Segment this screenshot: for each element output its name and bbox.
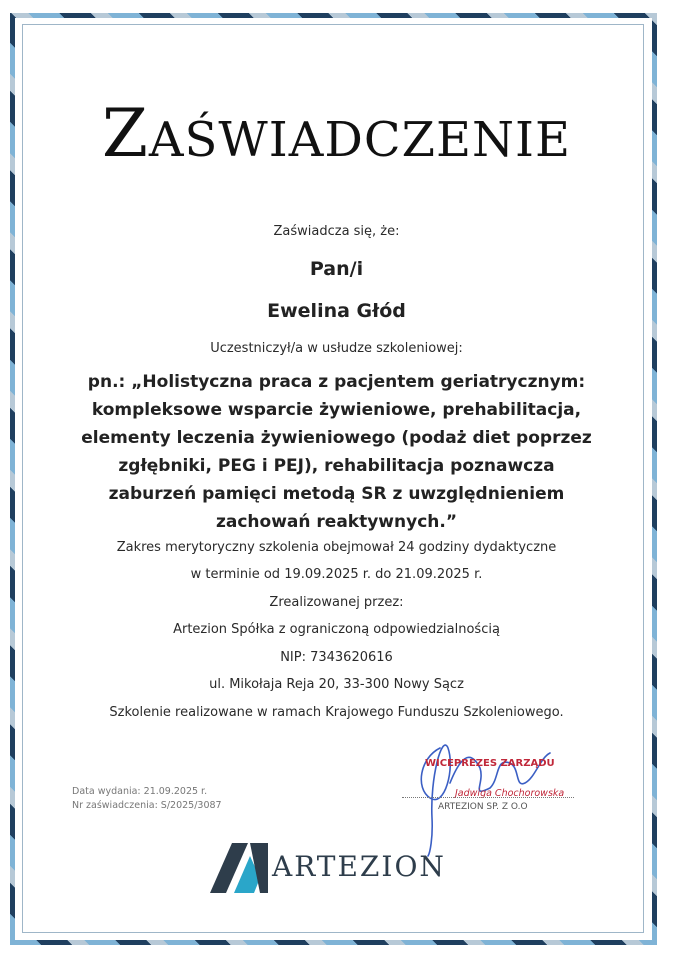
title-initial: Z bbox=[102, 95, 149, 172]
signature-line bbox=[402, 797, 574, 798]
certificate-number: Nr zaświadczenia: S/2025/3087 bbox=[72, 800, 222, 811]
nip-number: NIP: 7343620616 bbox=[280, 650, 393, 665]
course-line: zaburzeń pamięci metodą SR z uwzględnieniem bbox=[108, 484, 565, 504]
course-line: pn.: „Holistyczna praca z pacjentem geriatrycznym: bbox=[87, 372, 586, 392]
course-line: zgłębniki, PEG i PEJ), rehabilitacja poznawcza bbox=[118, 456, 555, 476]
course-title bbox=[0, 368, 673, 536]
salutation: Pan/i bbox=[309, 258, 364, 280]
stamp-role: WICEPREZES ZARZĄDU bbox=[425, 758, 555, 769]
person-name: Ewelina Głód bbox=[267, 300, 406, 322]
course-line: kompleksowe wsparcie żywieniowe, prehabilitacja, bbox=[91, 400, 582, 420]
intro-text: Zaświadcza się, że: bbox=[273, 224, 400, 239]
term-text: w terminie od 19.09.2025 r. do 21.09.2025 r. bbox=[190, 567, 483, 582]
company-name: Artezion Spółka z ograniczoną odpowiedzialnością bbox=[173, 622, 500, 637]
title-rest: AŚWIADCZENIE bbox=[148, 112, 571, 168]
company-address: ul. Mikołaja Reja 20, 33-300 Nowy Sącz bbox=[209, 677, 464, 692]
realized-by-text: Zrealizowanej przez: bbox=[269, 595, 404, 610]
certificate-title bbox=[0, 95, 673, 172]
logo-text: ARTEZION bbox=[272, 850, 446, 883]
stamp-name: Jadwiga Chochorowska bbox=[455, 788, 565, 799]
stamp-company: ARTEZION SP. Z O.O bbox=[438, 802, 528, 812]
scope-text: Zakres merytoryczny szkolenia obejmował 24 godziny dydaktyczne bbox=[116, 540, 557, 555]
course-line: elementy leczenia żywieniowego (podaż diet poprzez bbox=[81, 428, 592, 448]
issue-date: Data wydania: 21.09.2025 r. bbox=[72, 786, 208, 797]
course-line: zachowań reaktywnych.” bbox=[215, 512, 458, 532]
fund-text: Szkolenie realizowane w ramach Krajowego Funduszu Szkoleniowego. bbox=[109, 705, 564, 720]
participation-text: Uczestniczył/a w usłudze szkoleniowej: bbox=[210, 341, 463, 356]
